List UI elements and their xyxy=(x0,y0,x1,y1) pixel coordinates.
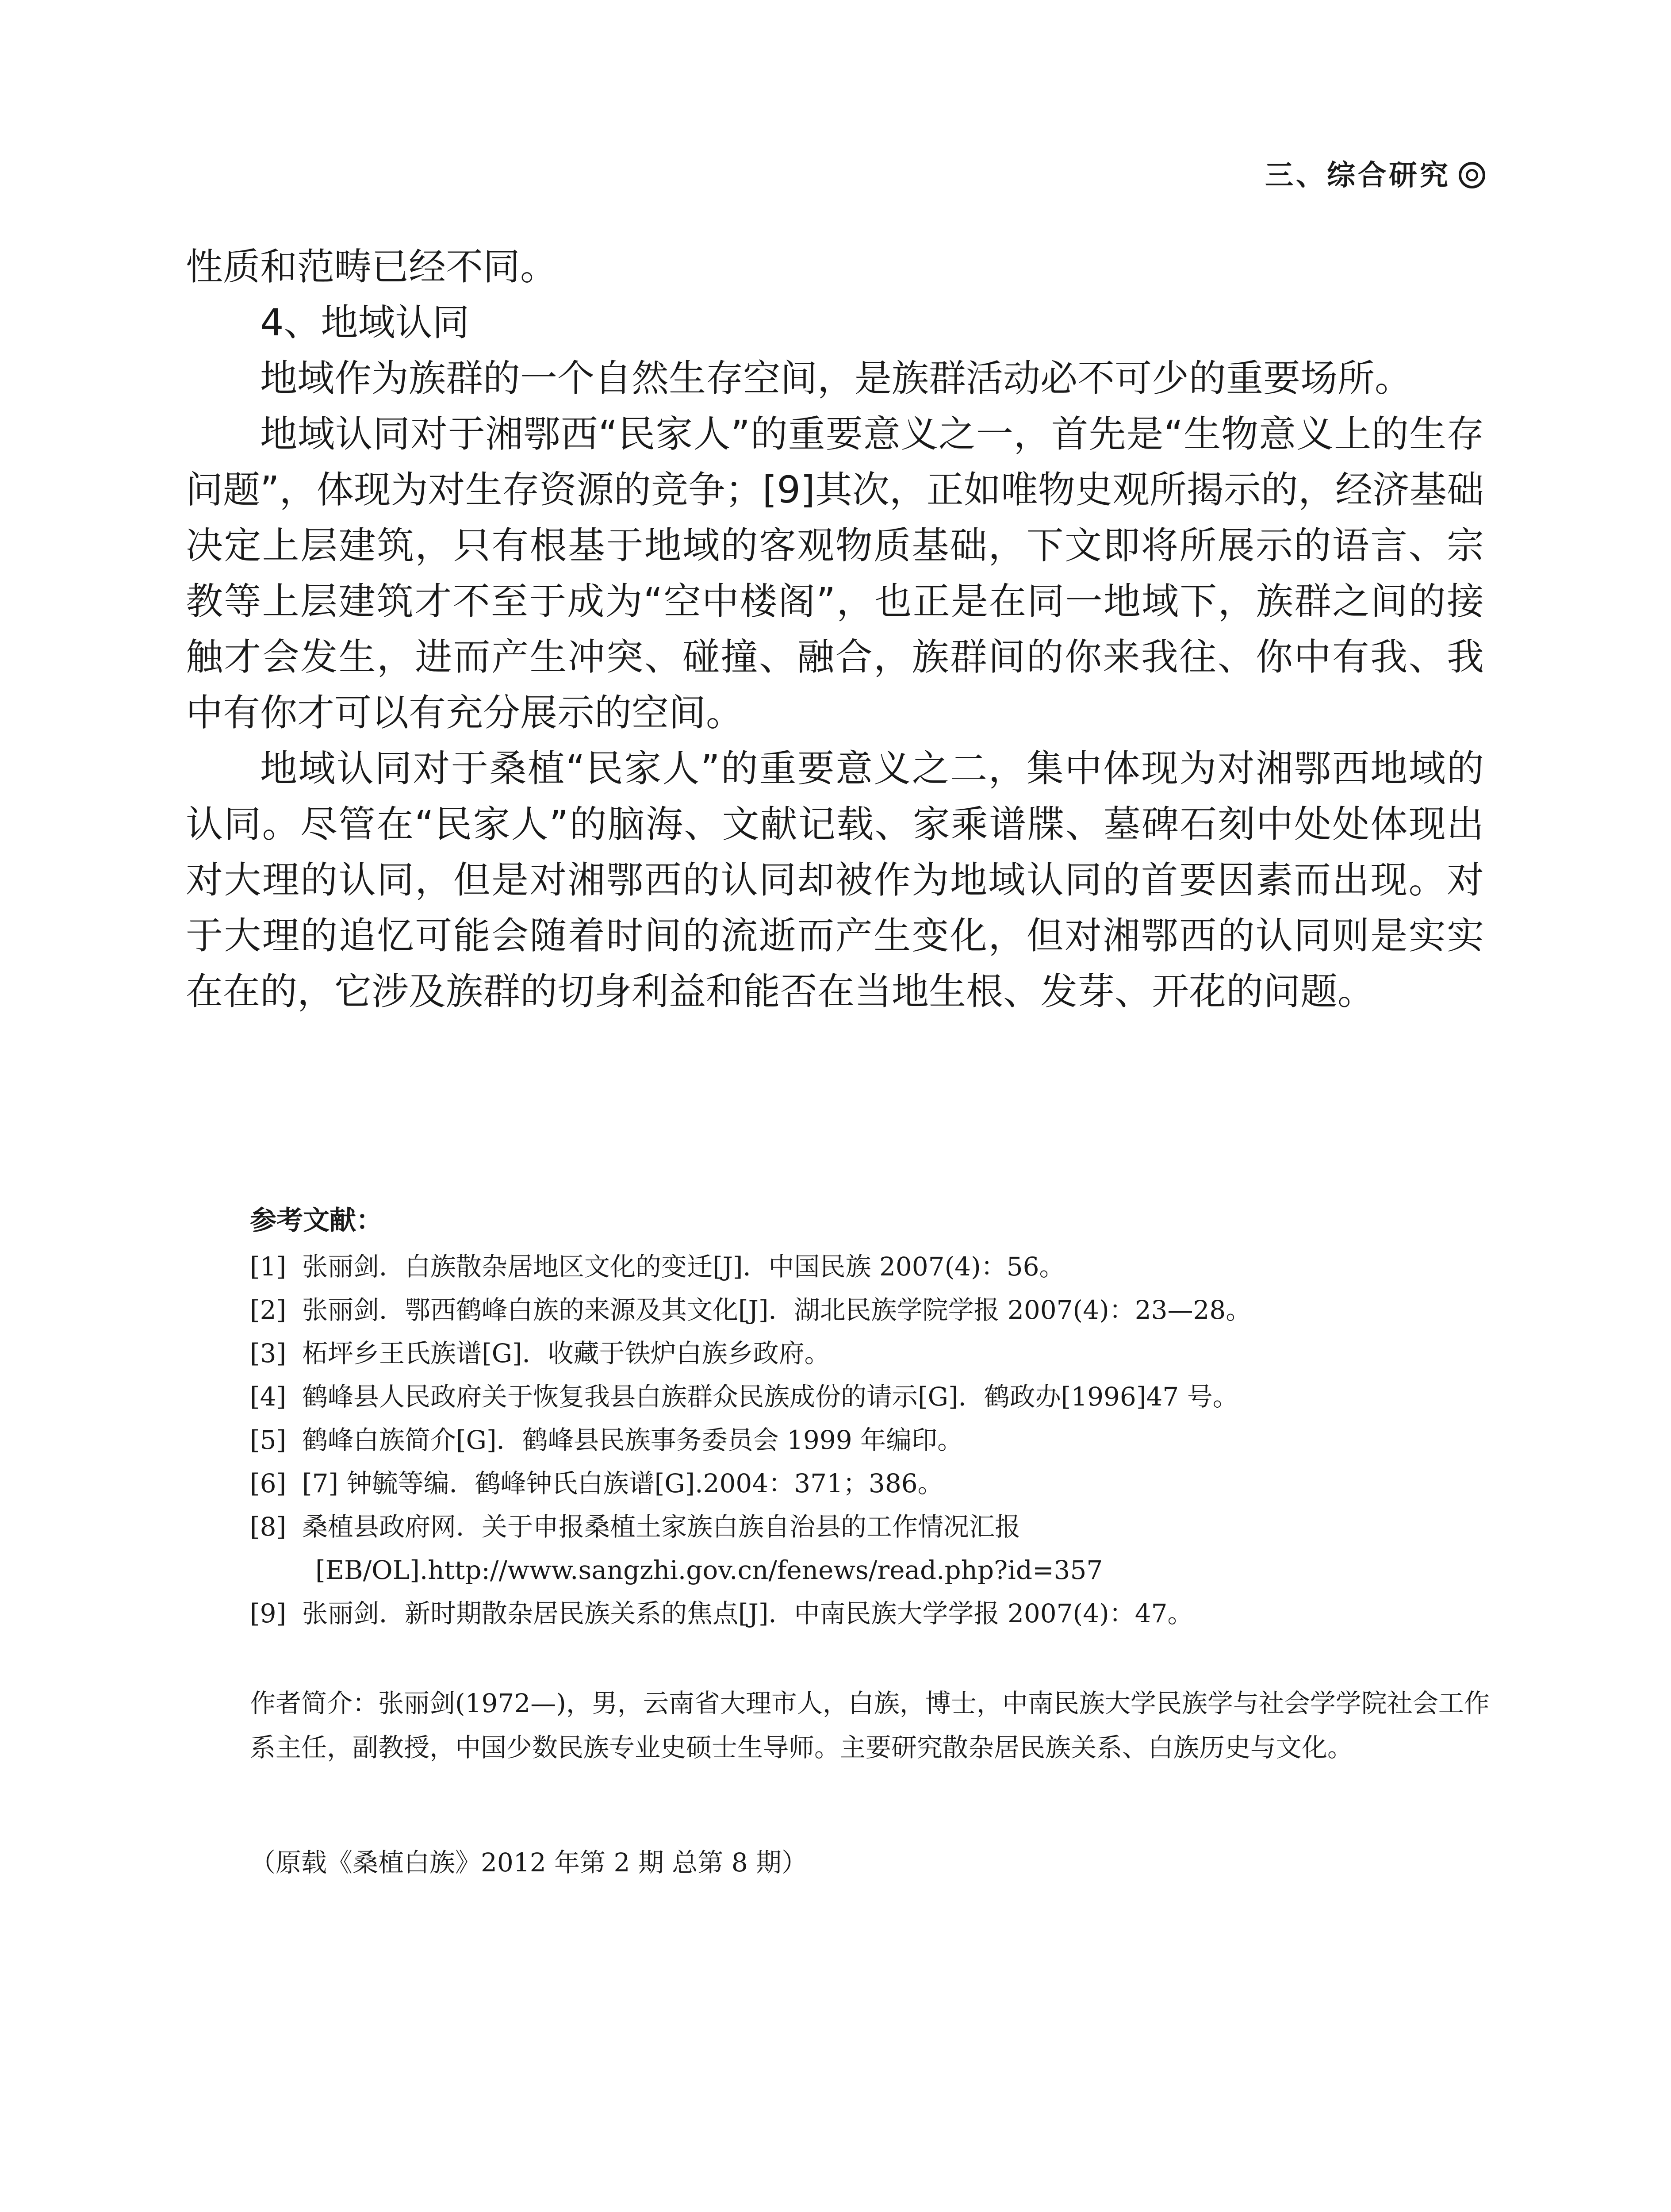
reference-item: [4] 鹤峰县人民政府关于恢复我县白族群众民族成份的请示[G]．鹤政办[1996]47 号。 xyxy=(250,1382,1238,1412)
reference-item: [1] 张丽剑．白族散杂居地区文化的变迁[J]．中国民族 2007(4)：56。 xyxy=(250,1252,1065,1282)
reference-item: [2] 张丽剑．鄂西鹤峰白族的来源及其文化[J]．湖北民族学院学报 2007(4)：23—28。 xyxy=(250,1295,1252,1325)
reference-item: [3] 柘坪乡王氏族谱[G]．收藏于铁炉白族乡政府。 xyxy=(250,1338,830,1368)
paragraph: 地域认同对于桑植“民家人”的重要意义之二，集中体现为对湘鄂西地域的认同。尽管在“民家人”的脑海、文献记载、家乘谱牒、墓碑石刻中处处体现出对大理的认同，但是对湘鄂西的认同却被作为地域认同的首要因素而出现。对于大理的追忆可能会随着时间的流逝而产生变化，但对湘鄂西的认同则是实实在在的，它涉及族群的切身利益和能否在当地生根、发芽、开花的问题。 xyxy=(186,747,1484,1013)
paragraph: 地域作为族群的一个自然生存空间，是族群活动必不可少的重要场所。 xyxy=(260,357,1412,400)
reference-item: [9] 张丽剑．新时期散杂居民族关系的焦点[J]．中南民族大学学报 2007(4)：47。 xyxy=(250,1598,1193,1628)
references-list xyxy=(250,1245,1488,1635)
paragraph-continuation: 性质和范畴已经不同。 xyxy=(186,245,558,288)
running-header xyxy=(1265,153,1485,193)
reference-continuation: [EB/OL].http://www.sangzhi.gov.cn/fenews/read.php?id=357 xyxy=(315,1555,1103,1585)
main-text xyxy=(186,239,1484,1019)
source-note: （原载《桑植白族》2012 年第 2 期 总第 8 期） xyxy=(250,1847,808,1878)
paragraph: 地域认同对于湘鄂西“民家人”的重要意义之一，首先是“生物意义上的生存问题”，体现为对生存资源的竞争；[9]其次，正如唯物史观所揭示的，经济基础决定上层建筑，只有根基于地域的客观物质基础，下文即将所展示的语言、宗教等上层建筑才不至于成为“空中楼阁”，也正是在同一地域下，族群之间的接触才会发生，进而产生冲突、碰撞、融合，族群间的你来我往、你中有我、我中有你才可以有充分展示的空间。 xyxy=(186,412,1484,734)
references-title: 参考文献： xyxy=(250,1205,383,1236)
double-circle-icon xyxy=(1459,162,1485,188)
reference-item: [8] 桑植县政府网．关于申报桑植土家族白族自治县的工作情况汇报 [EB/OL].http://www.sangzhi.gov.cn/fenews/read.php?id=357 xyxy=(250,1505,1488,1592)
reference-item: [6] [7] 钟毓等编．鹤峰钟氏白族谱[G].2004：371；386。 xyxy=(250,1468,943,1498)
reference-item: [5] 鹤峰白族简介[G]．鹤峰县民族事务委员会 1999 年编印。 xyxy=(250,1425,963,1455)
author-note: 作者简介：张丽剑(1972—)，男，云南省大理市人，白族，博士，中南民族大学民族学与社会学学院社会工作系主任，副教授，中国少数民族专业史硕士生导师。主要研究散杂居民族关系、白族历史与文化。 xyxy=(250,1688,1490,1763)
subsection-heading: 4、地域认同 xyxy=(260,301,470,344)
section-title: 三、综合研究 xyxy=(1265,159,1451,192)
references-section xyxy=(250,1199,1488,1635)
